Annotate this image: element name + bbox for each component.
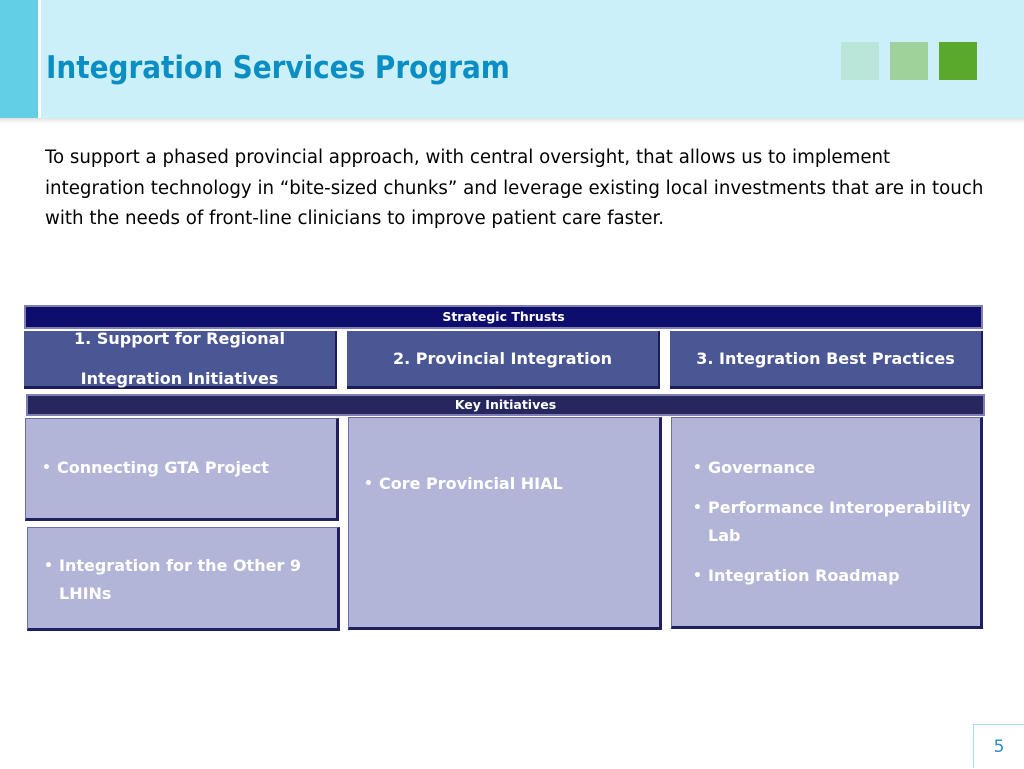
header-accent-divider: [38, 0, 41, 118]
thrust-regional-integration: 1. Support for Regional Integration Initiatives: [24, 331, 337, 389]
decorative-square-dark: [939, 42, 977, 80]
decorative-square-medium: [890, 42, 928, 80]
initiative-item: • Integration Roadmap: [686, 562, 976, 590]
slide-title: Integration Services Program: [46, 50, 510, 86]
intro-paragraph: To support a phased provincial approach, with central oversight, that allows us to implement integration technology in “bite-sized chunks” and leverage existing local investments that are in touch with the needs of front-line clinicians to improve patient care faster.: [45, 147, 984, 229]
header-shadow: [0, 118, 1024, 124]
initiative-box-provincial: [348, 417, 662, 630]
initiative-item: • Integration for the Other 9 LHINs: [37, 552, 327, 608]
header-accent-bar: [0, 0, 38, 118]
initiative-item: • Core Provincial HIAL: [357, 470, 647, 498]
initiative-item: • Connecting GTA Project: [35, 454, 325, 482]
initiative-list: [35, 454, 325, 482]
initiative-list: [37, 552, 327, 608]
key-initiatives-heading: Key Initiatives: [26, 394, 985, 416]
initiative-list: [686, 454, 976, 602]
initiative-item: • Performance Interoperability Lab: [686, 494, 976, 550]
thrust-provincial-integration: 2. Provincial Integration: [347, 331, 660, 389]
initiative-box-other-lhins: [27, 527, 340, 631]
initiative-box-connecting-gta: [25, 418, 339, 521]
initiative-item: • Governance: [686, 454, 976, 482]
initiative-box-best-practices: [671, 417, 983, 629]
strategic-thrusts-heading: Strategic Thrusts: [24, 305, 983, 329]
page-number: 5: [973, 724, 1024, 768]
decorative-square-light: [841, 42, 879, 80]
thrust-best-practices: 3. Integration Best Practices: [670, 331, 983, 389]
initiative-list: [357, 470, 647, 498]
